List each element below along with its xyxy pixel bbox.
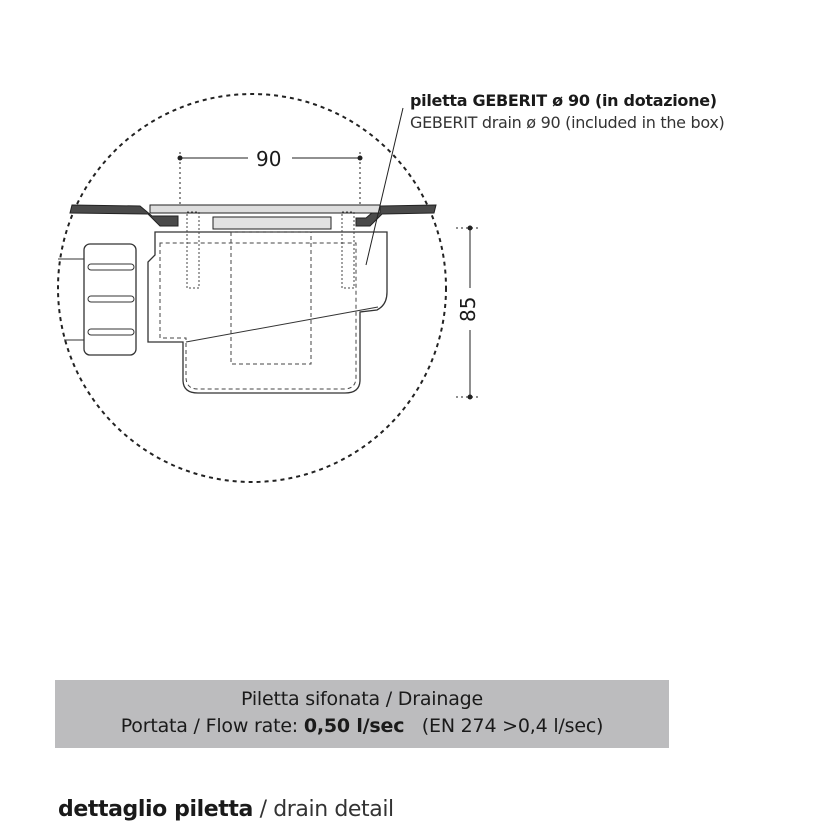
dimension-dot [358,156,363,161]
outlet-nut [84,244,136,355]
callout-english: GEBERIT drain ø 90 (included in the box) [410,113,725,132]
grate [150,205,380,213]
spec-line-1: Piletta sifonata / Drainage [240,688,484,710]
spec-box [55,680,669,748]
grate-insert [213,217,331,229]
dimension-width-label: 90 [256,147,282,171]
flow-rate-label: Portata / Flow rate: [120,715,304,737]
dimension-height-label: 85 [456,296,480,322]
screw-right [342,212,354,288]
dimension-dot [178,156,183,161]
flow-rate-value: 0,50 l/sec [303,715,405,737]
caption [58,797,394,822]
caption-separator: / [252,797,274,822]
drain-callout [410,90,724,134]
spec-line-2 [55,713,669,740]
callout-leader [366,108,403,265]
slope-line [186,307,378,342]
drain-body [148,232,387,393]
flow-rate-norm: (EN 274 >0,4 l/sec) [421,715,604,737]
caption-english: drain detail [273,797,394,822]
callout-italian: piletta GEBERIT ø 90 (in dotazione) [410,91,717,110]
screw-left [187,212,199,288]
pipe-dashed [231,232,311,364]
caption-italian: dettaglio piletta [58,797,253,822]
